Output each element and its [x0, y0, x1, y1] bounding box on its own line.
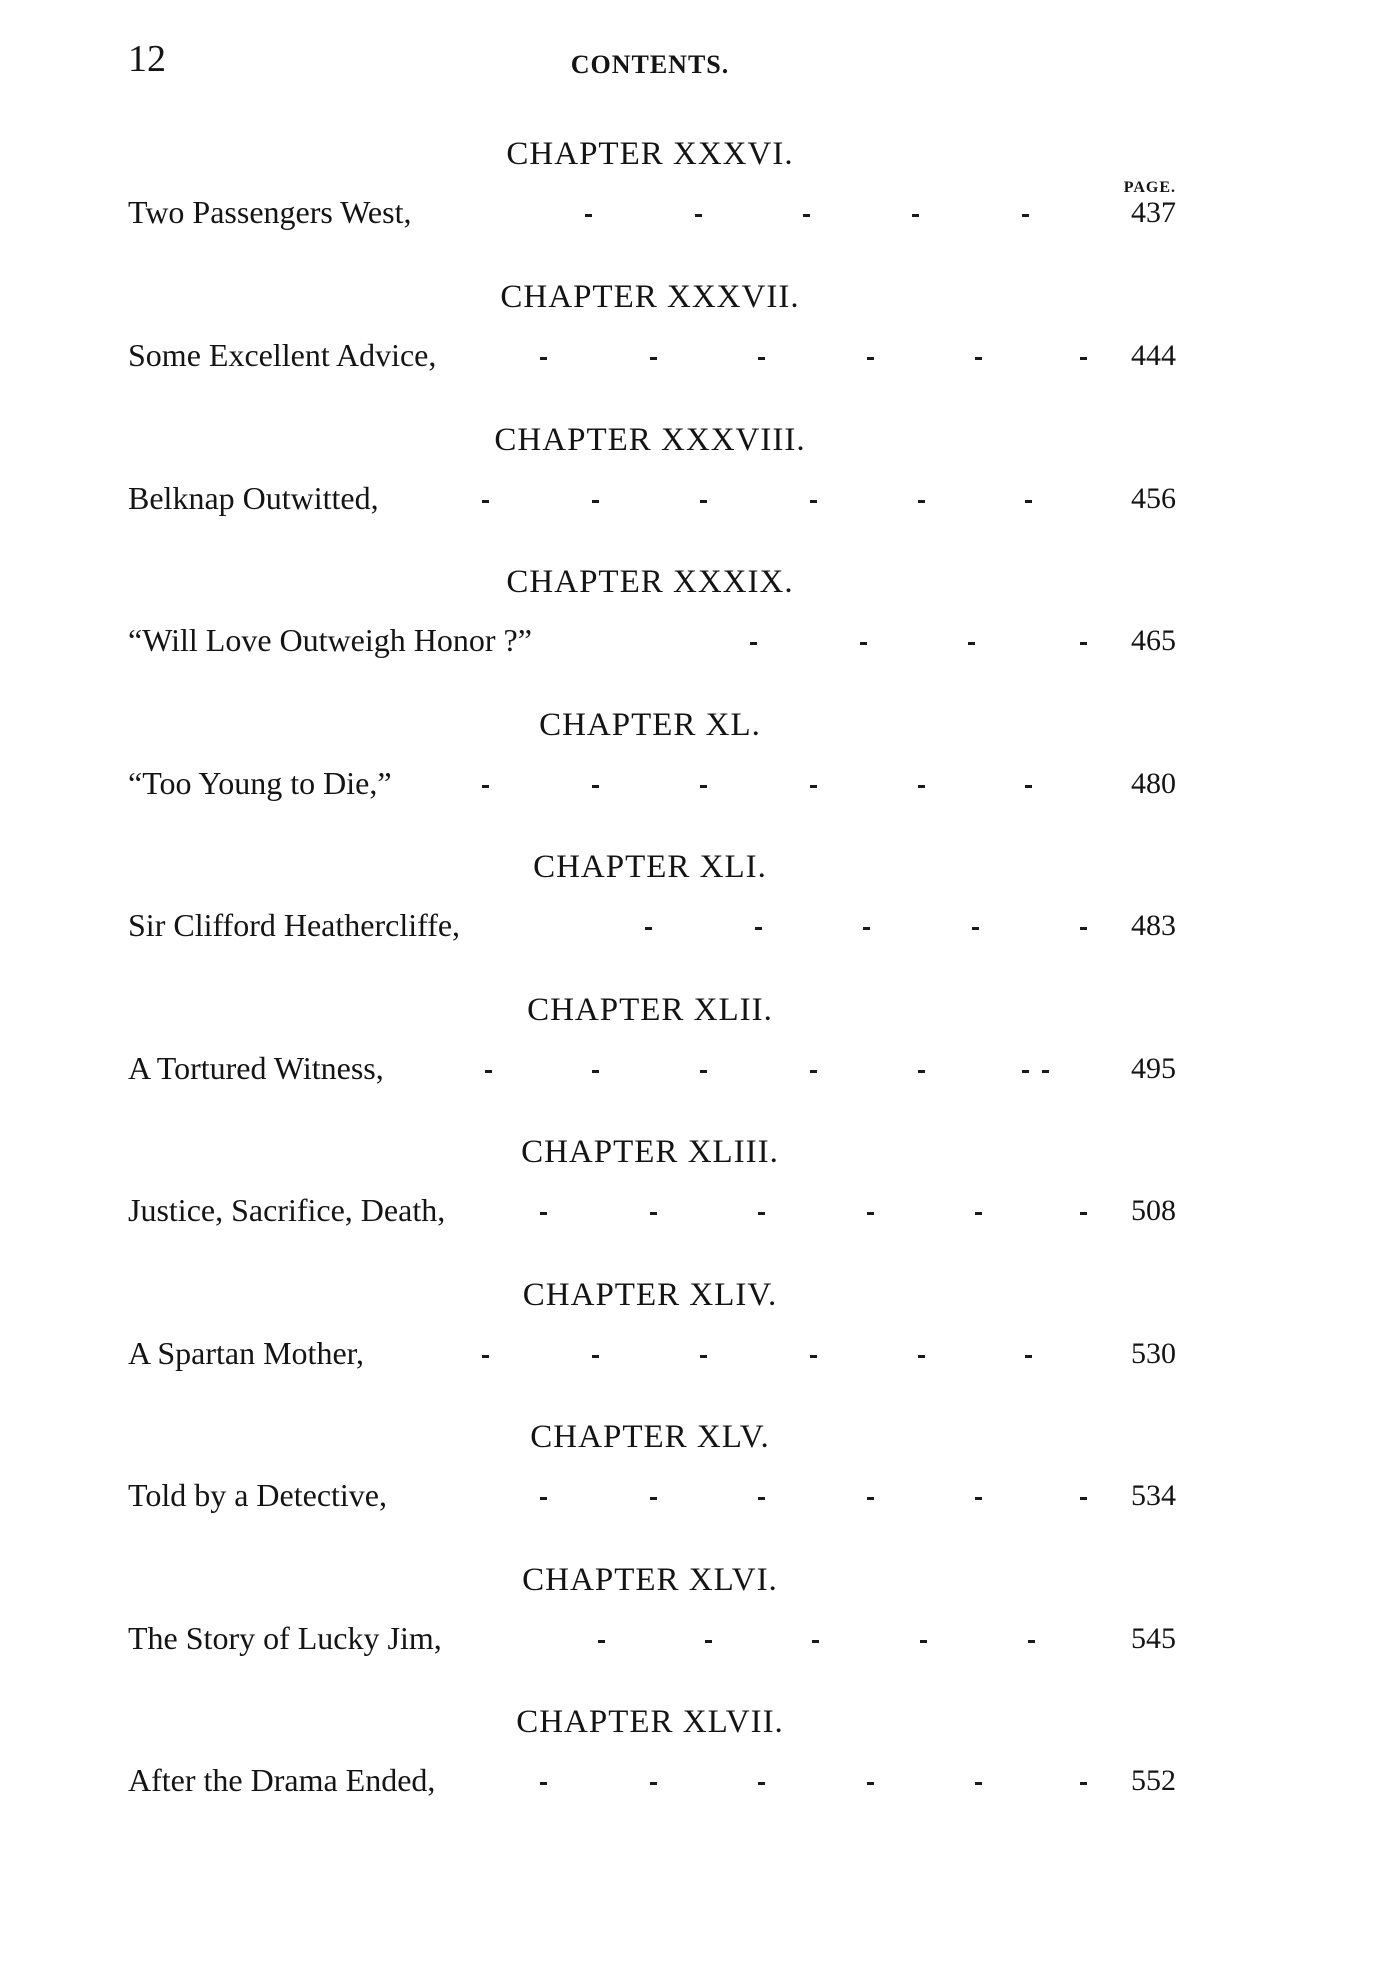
- leader-dot: [540, 1497, 547, 1500]
- page-ref: 483: [1131, 909, 1176, 942]
- chapter-title: After the Drama Ended,: [128, 1762, 436, 1798]
- leader-dot: [867, 357, 874, 360]
- chapter-title: Sir Clifford Heathercliffe,: [128, 907, 461, 943]
- leader-dot: [975, 1782, 982, 1785]
- chapter-heading: CHAPTER XXXVII.: [500, 279, 800, 315]
- leader-dot: [1080, 1782, 1087, 1785]
- page-ref: 530: [1131, 1337, 1176, 1370]
- leader-dot: [695, 214, 702, 217]
- chapter-heading: CHAPTER XLIII.: [521, 1134, 779, 1170]
- leader-dot: [540, 357, 547, 360]
- leader-dot: [592, 1070, 599, 1073]
- leader-dot: [1080, 642, 1087, 645]
- page-ref: 495: [1131, 1052, 1176, 1085]
- leader-dot: [810, 1070, 817, 1073]
- leader-dot: [918, 785, 925, 788]
- leader-dot: [1025, 500, 1032, 503]
- running-title: CONTENTS.: [570, 50, 730, 79]
- leader-dot: [485, 1070, 492, 1073]
- leader-dot: [705, 1640, 712, 1643]
- chapter-title: Justice, Sacrifice, Death,: [128, 1192, 446, 1228]
- leader-dot: [1025, 785, 1032, 788]
- page-ref: 508: [1131, 1194, 1176, 1227]
- chapter-heading: CHAPTER XXXVIII.: [494, 422, 806, 458]
- leader-dot: [650, 1497, 657, 1500]
- leader-dot: [968, 642, 975, 645]
- leader-dot: [755, 927, 762, 930]
- leader-dot: [700, 500, 707, 503]
- chapter-title: Two Passengers West,: [128, 194, 412, 230]
- leader-dot: [1080, 927, 1087, 930]
- leader-dot: [758, 1782, 765, 1785]
- leader-dot: [592, 785, 599, 788]
- leader-dot: [812, 1640, 819, 1643]
- leader-dot: [750, 642, 757, 645]
- leader-dot: [1022, 1070, 1029, 1073]
- leader-dot: [810, 500, 817, 503]
- chapter-heading: CHAPTER XL.: [539, 707, 761, 743]
- leader-dot: [1080, 357, 1087, 360]
- chapter-title: “Too Young to Die,”: [128, 765, 392, 801]
- leader-dot: [700, 1355, 707, 1358]
- leader-dot: [650, 357, 657, 360]
- page-ref: 534: [1131, 1479, 1176, 1512]
- page-ref: 480: [1131, 767, 1176, 800]
- leader-dot: [918, 1070, 925, 1073]
- leader-dot: [1042, 1070, 1049, 1073]
- chapter-heading: CHAPTER XLVII.: [516, 1704, 784, 1740]
- leader-dot: [867, 1497, 874, 1500]
- chapter-heading: CHAPTER XLII.: [527, 992, 773, 1028]
- leader-dot: [700, 1070, 707, 1073]
- page-ref: 465: [1131, 624, 1176, 657]
- leader-dot: [810, 785, 817, 788]
- page-ref: 456: [1131, 482, 1176, 515]
- page-column-label: PAGE.: [1123, 179, 1176, 196]
- page-ref: 552: [1131, 1764, 1176, 1797]
- chapter-heading: CHAPTER XLIV.: [522, 1277, 778, 1313]
- leader-dot: [482, 785, 489, 788]
- leader-dot: [810, 1355, 817, 1358]
- leader-dot: [975, 357, 982, 360]
- page-ref: 545: [1131, 1622, 1176, 1655]
- page-number: 12: [128, 38, 166, 80]
- leader-dot: [867, 1212, 874, 1215]
- leader-dot: [758, 1497, 765, 1500]
- leader-dot: [650, 1782, 657, 1785]
- leader-dot: [650, 1212, 657, 1215]
- leader-dot: [592, 500, 599, 503]
- chapter-heading: CHAPTER XLV.: [530, 1419, 770, 1455]
- chapter-heading: CHAPTER XLI.: [533, 849, 767, 885]
- chapter-title: A Spartan Mother,: [128, 1335, 365, 1371]
- leader-dot: [758, 1212, 765, 1215]
- chapter-heading: CHAPTER XLVI.: [522, 1562, 778, 1598]
- leader-dot: [920, 1640, 927, 1643]
- leader-dot: [482, 500, 489, 503]
- leader-dot: [1028, 1640, 1035, 1643]
- leader-dot: [1025, 1355, 1032, 1358]
- leader-dot: [972, 927, 979, 930]
- leader-dot: [540, 1782, 547, 1785]
- leader-dot: [598, 1640, 605, 1643]
- chapter-heading: CHAPTER XXXIX.: [506, 564, 794, 600]
- leader-dot: [918, 500, 925, 503]
- leader-dot: [860, 642, 867, 645]
- leader-dot: [1080, 1497, 1087, 1500]
- page-ref: 444: [1131, 339, 1176, 372]
- leader-dot: [540, 1212, 547, 1215]
- leader-dot: [1022, 214, 1029, 217]
- chapter-title: The Story of Lucky Jim,: [128, 1620, 442, 1656]
- leader-dot: [918, 1355, 925, 1358]
- leader-dot: [585, 214, 592, 217]
- leader-dot: [863, 927, 870, 930]
- leader-dot: [1080, 1212, 1087, 1215]
- chapter-title: Some Excellent Advice,: [128, 337, 437, 373]
- leader-dot: [700, 785, 707, 788]
- leader-dot: [592, 1355, 599, 1358]
- leader-dot: [867, 1782, 874, 1785]
- leader-dot: [645, 927, 652, 930]
- leader-dot: [975, 1497, 982, 1500]
- page-ref: 437: [1131, 196, 1176, 229]
- chapter-title: “Will Love Outweigh Honor ?”: [128, 622, 532, 658]
- leader-dot: [758, 357, 765, 360]
- chapter-title: Belknap Outwitted,: [128, 480, 379, 516]
- chapter-heading: CHAPTER XXXVI.: [506, 136, 794, 172]
- chapter-title: A Tortured Witness,: [128, 1050, 384, 1086]
- chapter-title: Told by a Detective,: [128, 1477, 387, 1513]
- leader-dot: [482, 1355, 489, 1358]
- leader-dot: [912, 214, 919, 217]
- leader-dot: [975, 1212, 982, 1215]
- leader-dot: [803, 214, 810, 217]
